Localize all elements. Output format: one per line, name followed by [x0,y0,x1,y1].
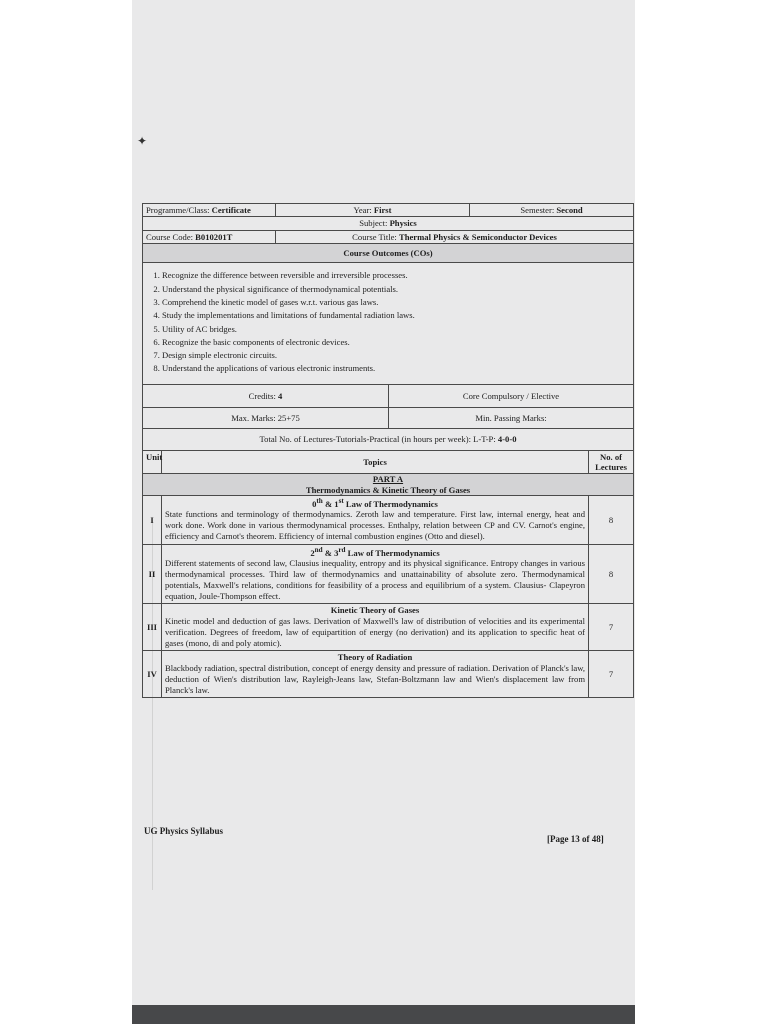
outcomes-list [146,269,630,376]
unit-number: II [143,544,162,604]
row-credits [143,384,634,407]
row-outcomes-heading [143,243,634,262]
unit-description: Blackbody radiation, spectral distribution, concept of energy density and pressure of radiation. Derivation of Planck's law, deduction of Wien's distribution law, Rayleigh-Jeans law, Stefan-Boltzmann law and Wien's displacement law from Planck's law. [165,662,586,695]
outcome-item: 1. Recognize the difference between reversible and irreversible processes. [162,269,630,282]
unit-topic-cell [162,604,589,651]
unit-topic-cell [162,495,589,544]
course-title-value: Thermal Physics & Semiconductor Devices [398,231,557,242]
course-title-cell: Course Title: Thermal Physics & Semiconductor Devices [276,230,634,243]
unit-description: Kinetic model and deduction of gas laws. Derivation of Maxwell's law of distribution of velocities and its experimental verification. Degrees of freedom, law of equipartition of energy (no derivation) and its application to specific heat of gases (mono, di and poly atomic). [165,615,586,649]
row-table-head [143,450,634,474]
programme-cell: Programme/Class: Certificate [143,204,276,217]
unit-title: 0th & 1st Law of Thermodynamics [312,496,438,509]
outcome-item: 2. Understand the physical significance of thermodynamical potentials. [162,283,630,296]
part-name: PART A [372,474,404,485]
unit-topic-cell [162,544,589,604]
unit-topic-cell [162,651,589,698]
max-marks-cell: Max. Marks: 25+75 [143,408,389,429]
row-part [143,474,634,496]
unit-title: 2nd & 3rd Law of Thermodynamics [310,545,440,558]
unit-lectures: 7 [589,604,634,651]
unit-number: IV [143,651,162,698]
outcomes-cell [143,263,634,385]
unit-row [143,604,634,651]
programme-value: Certificate [211,205,251,215]
part-title: Thermodynamics & Kinetic Theory of Gases [305,484,471,495]
semester-cell: Semester: Second [470,204,634,217]
viewer-bottom-bar [132,1005,635,1024]
unit-number: I [143,495,162,544]
row-subject [143,217,634,230]
outcome-item: 3. Comprehend the kinetic model of gases w.r.t. various gas laws. [162,296,630,309]
row-marks [143,408,634,429]
credits-value: 4 [278,390,283,401]
syllabus-table [142,203,634,698]
unit-lectures: 7 [589,651,634,698]
course-code-value: B010201T [195,231,233,242]
unit-row [143,651,634,698]
unit-lectures: 8 [589,495,634,544]
unit-number: III [143,604,162,651]
subject-value: Physics [389,218,417,229]
outcome-item: 6. Recognize the basic components of electronic devices. [162,336,630,349]
footer-syllabus-label: UG Physics Syllabus [144,826,224,836]
row-course [143,230,634,243]
semester-value: Second [556,205,583,215]
outcome-item: 8. Understand the applications of various electronic instruments. [162,362,630,375]
subject-cell: Subject: Physics [143,217,634,230]
total-cell: Total No. of Lectures-Tutorials-Practical (in hours per week): L-T-P: 4-0-0 [143,429,634,450]
unit-title: Theory of Radiation [337,652,413,663]
unit-header: Unit [143,450,162,474]
footer-page-number: [Page 13 of 48] [547,834,604,844]
unit-row [143,544,634,604]
outcome-item: 5. Utility of AC bridges. [162,323,630,336]
year-cell: Year: First [276,204,470,217]
lectures-header: No. of Lectures [589,450,634,474]
row-total [143,429,634,450]
margin-mark: ✦ [137,134,148,148]
outcome-item: 4. Study the implementations and limitations of fundamental radiation laws. [162,309,630,322]
topics-header: Topics [162,450,589,474]
part-cell [143,474,634,496]
min-marks-cell: Min. Passing Marks: [389,408,634,429]
row-programme [143,204,634,217]
core-cell: Core Compulsory / Elective [389,384,634,407]
unit-description: State functions and terminology of thermodynamics. Zeroth law and temperature. First law, internal energy, heat and work done. Work done in various thermodynamical processes. Enthalpy, relation between CP and CV. Carnot's engine, efficiency and Carnot's theorem. Efficiency of internal combustion engines (Otto and diesel). [165,509,586,542]
unit-lectures: 8 [589,544,634,604]
unit-row [143,495,634,544]
unit-title: Kinetic Theory of Gases [330,605,420,616]
outcome-item: 7. Design simple electronic circuits. [162,349,630,362]
total-value: 4-0-0 [497,434,517,445]
course-code-cell: Course Code: B010201T [143,230,276,243]
year-value: First [373,205,392,215]
row-outcomes [143,263,634,385]
unit-description: Different statements of second law, Clausius inequality, entropy and its physical significance. Entropy changes in various thermodynamical processes. Third law of thermodynamics and unattainability of absolute zero. Thermodynamical potentials, Maxwell's relations, conditions for feasibility of a process and equilibrium of a system. Clausius- Clapeyron equation, Joule-Thompson effect. [165,557,586,602]
credits-cell: Credits: 4 [143,384,389,407]
outcomes-heading: Course Outcomes (COs) [143,243,634,262]
